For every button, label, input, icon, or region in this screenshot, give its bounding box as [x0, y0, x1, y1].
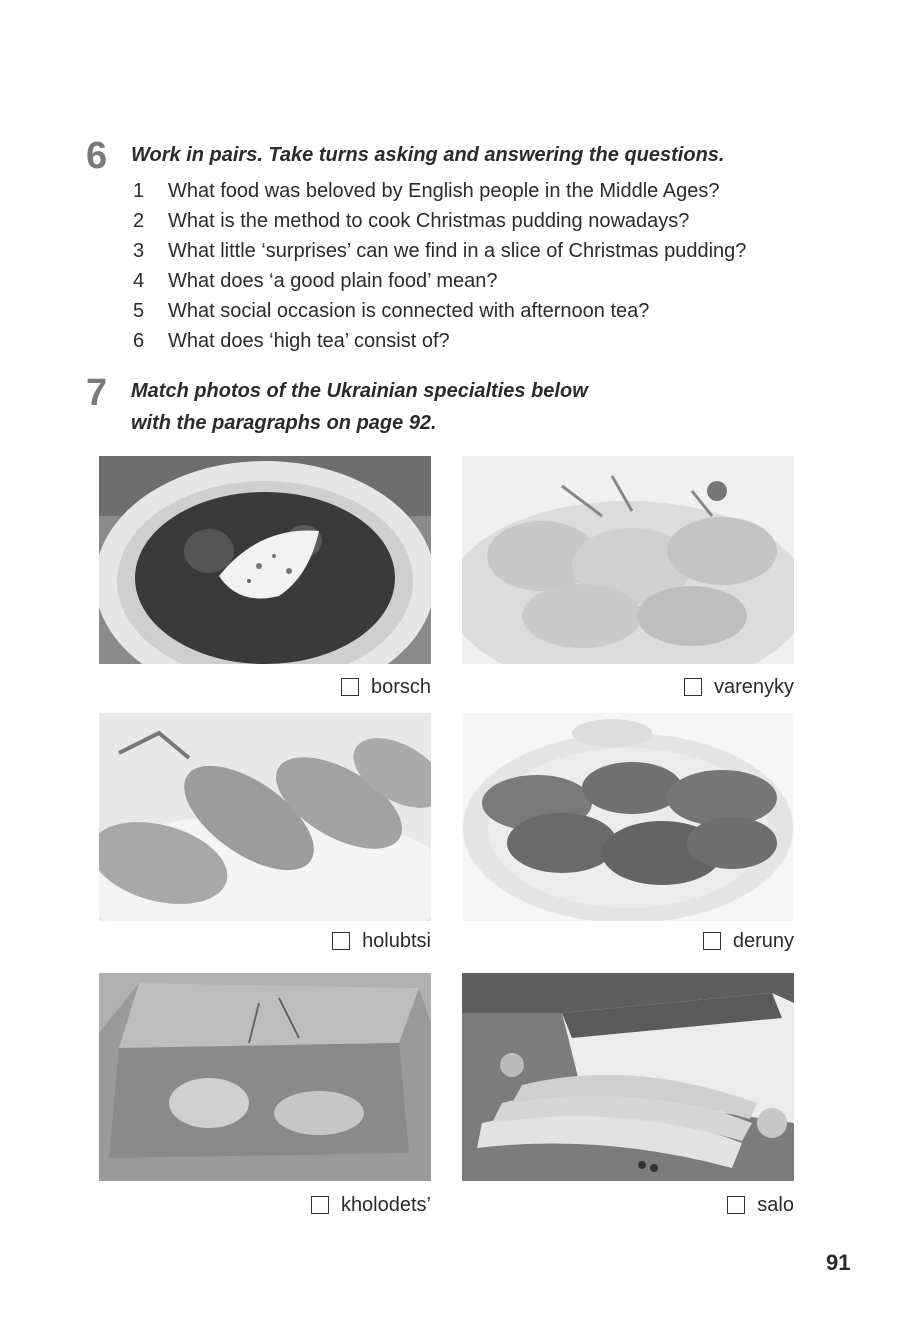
question-list: [133, 176, 746, 356]
salo-checkbox[interactable]: [727, 1196, 745, 1214]
kholodets-checkbox[interactable]: [311, 1196, 329, 1214]
cured-fat-photo-icon: [462, 973, 794, 1181]
instruction-line: with the paragraphs on page 92.: [131, 412, 437, 434]
varenyky-checkbox[interactable]: [684, 678, 702, 696]
deruny-photo: [462, 713, 794, 921]
list-item: [133, 326, 746, 356]
question-text: What little ‘surprises’ can we find in a slice of Christmas pudding?: [168, 240, 747, 262]
photo-label: borsch: [370, 675, 431, 698]
question-text: What is the method to cook Christmas pudding nowadays?: [168, 210, 690, 232]
holubtsi-option: [99, 928, 431, 954]
deruny-checkbox[interactable]: [703, 932, 721, 950]
photo-label: holubtsi: [362, 929, 431, 952]
question-text: What does ‘high tea’ consist of?: [168, 330, 450, 352]
borsch-checkbox[interactable]: [341, 678, 359, 696]
salo-photo: [462, 973, 794, 1181]
deruny-option: [462, 928, 794, 954]
question-number: 4: [133, 270, 145, 292]
cabbage-rolls-photo-icon: [99, 713, 431, 921]
varenyky-option: [462, 674, 794, 700]
dumplings-photo-icon: [462, 456, 794, 664]
page-number: 91: [826, 1250, 851, 1275]
question-number: 2: [133, 210, 145, 232]
holubtsi-photo: [99, 713, 431, 921]
instruction-line: Match photos of the Ukrainian specialties below: [131, 380, 588, 402]
holubtsi-checkbox[interactable]: [332, 932, 350, 950]
question-number: 5: [133, 300, 145, 322]
exercise-7-instruction: [131, 375, 588, 439]
question-number: 6: [133, 330, 145, 352]
soup-bowl-photo-icon: [99, 456, 431, 664]
question-text: What social occasion is connected with afternoon tea?: [168, 300, 650, 322]
question-number: 1: [133, 180, 145, 202]
kholodets-photo: [99, 973, 431, 1181]
exercise-7-number: 7: [86, 372, 108, 414]
borsch-option: [99, 674, 431, 700]
question-text: What food was beloved by English people in the Middle Ages?: [168, 180, 720, 202]
salo-option: [462, 1192, 794, 1218]
list-item: [133, 296, 746, 326]
exercise-6-instruction: Work in pairs. Take turns asking and answering the questions.: [131, 144, 725, 166]
kholodets-option: [99, 1192, 431, 1218]
potato-pancakes-photo-icon: [462, 713, 794, 921]
photo-label: salo: [757, 1193, 794, 1216]
list-item: [133, 206, 746, 236]
aspic-photo-icon: [99, 973, 431, 1181]
borsch-photo: [99, 456, 431, 664]
question-text: What does ‘a good plain food’ mean?: [168, 270, 498, 292]
varenyky-photo: [462, 456, 794, 664]
photo-label: deruny: [732, 929, 794, 952]
exercise-6-number: 6: [86, 135, 108, 177]
photo-label: kholodets’: [340, 1193, 431, 1216]
list-item: [133, 176, 746, 206]
photo-label: varenyky: [713, 675, 794, 698]
question-number: 3: [133, 240, 145, 262]
list-item: [133, 266, 746, 296]
list-item: [133, 236, 746, 266]
